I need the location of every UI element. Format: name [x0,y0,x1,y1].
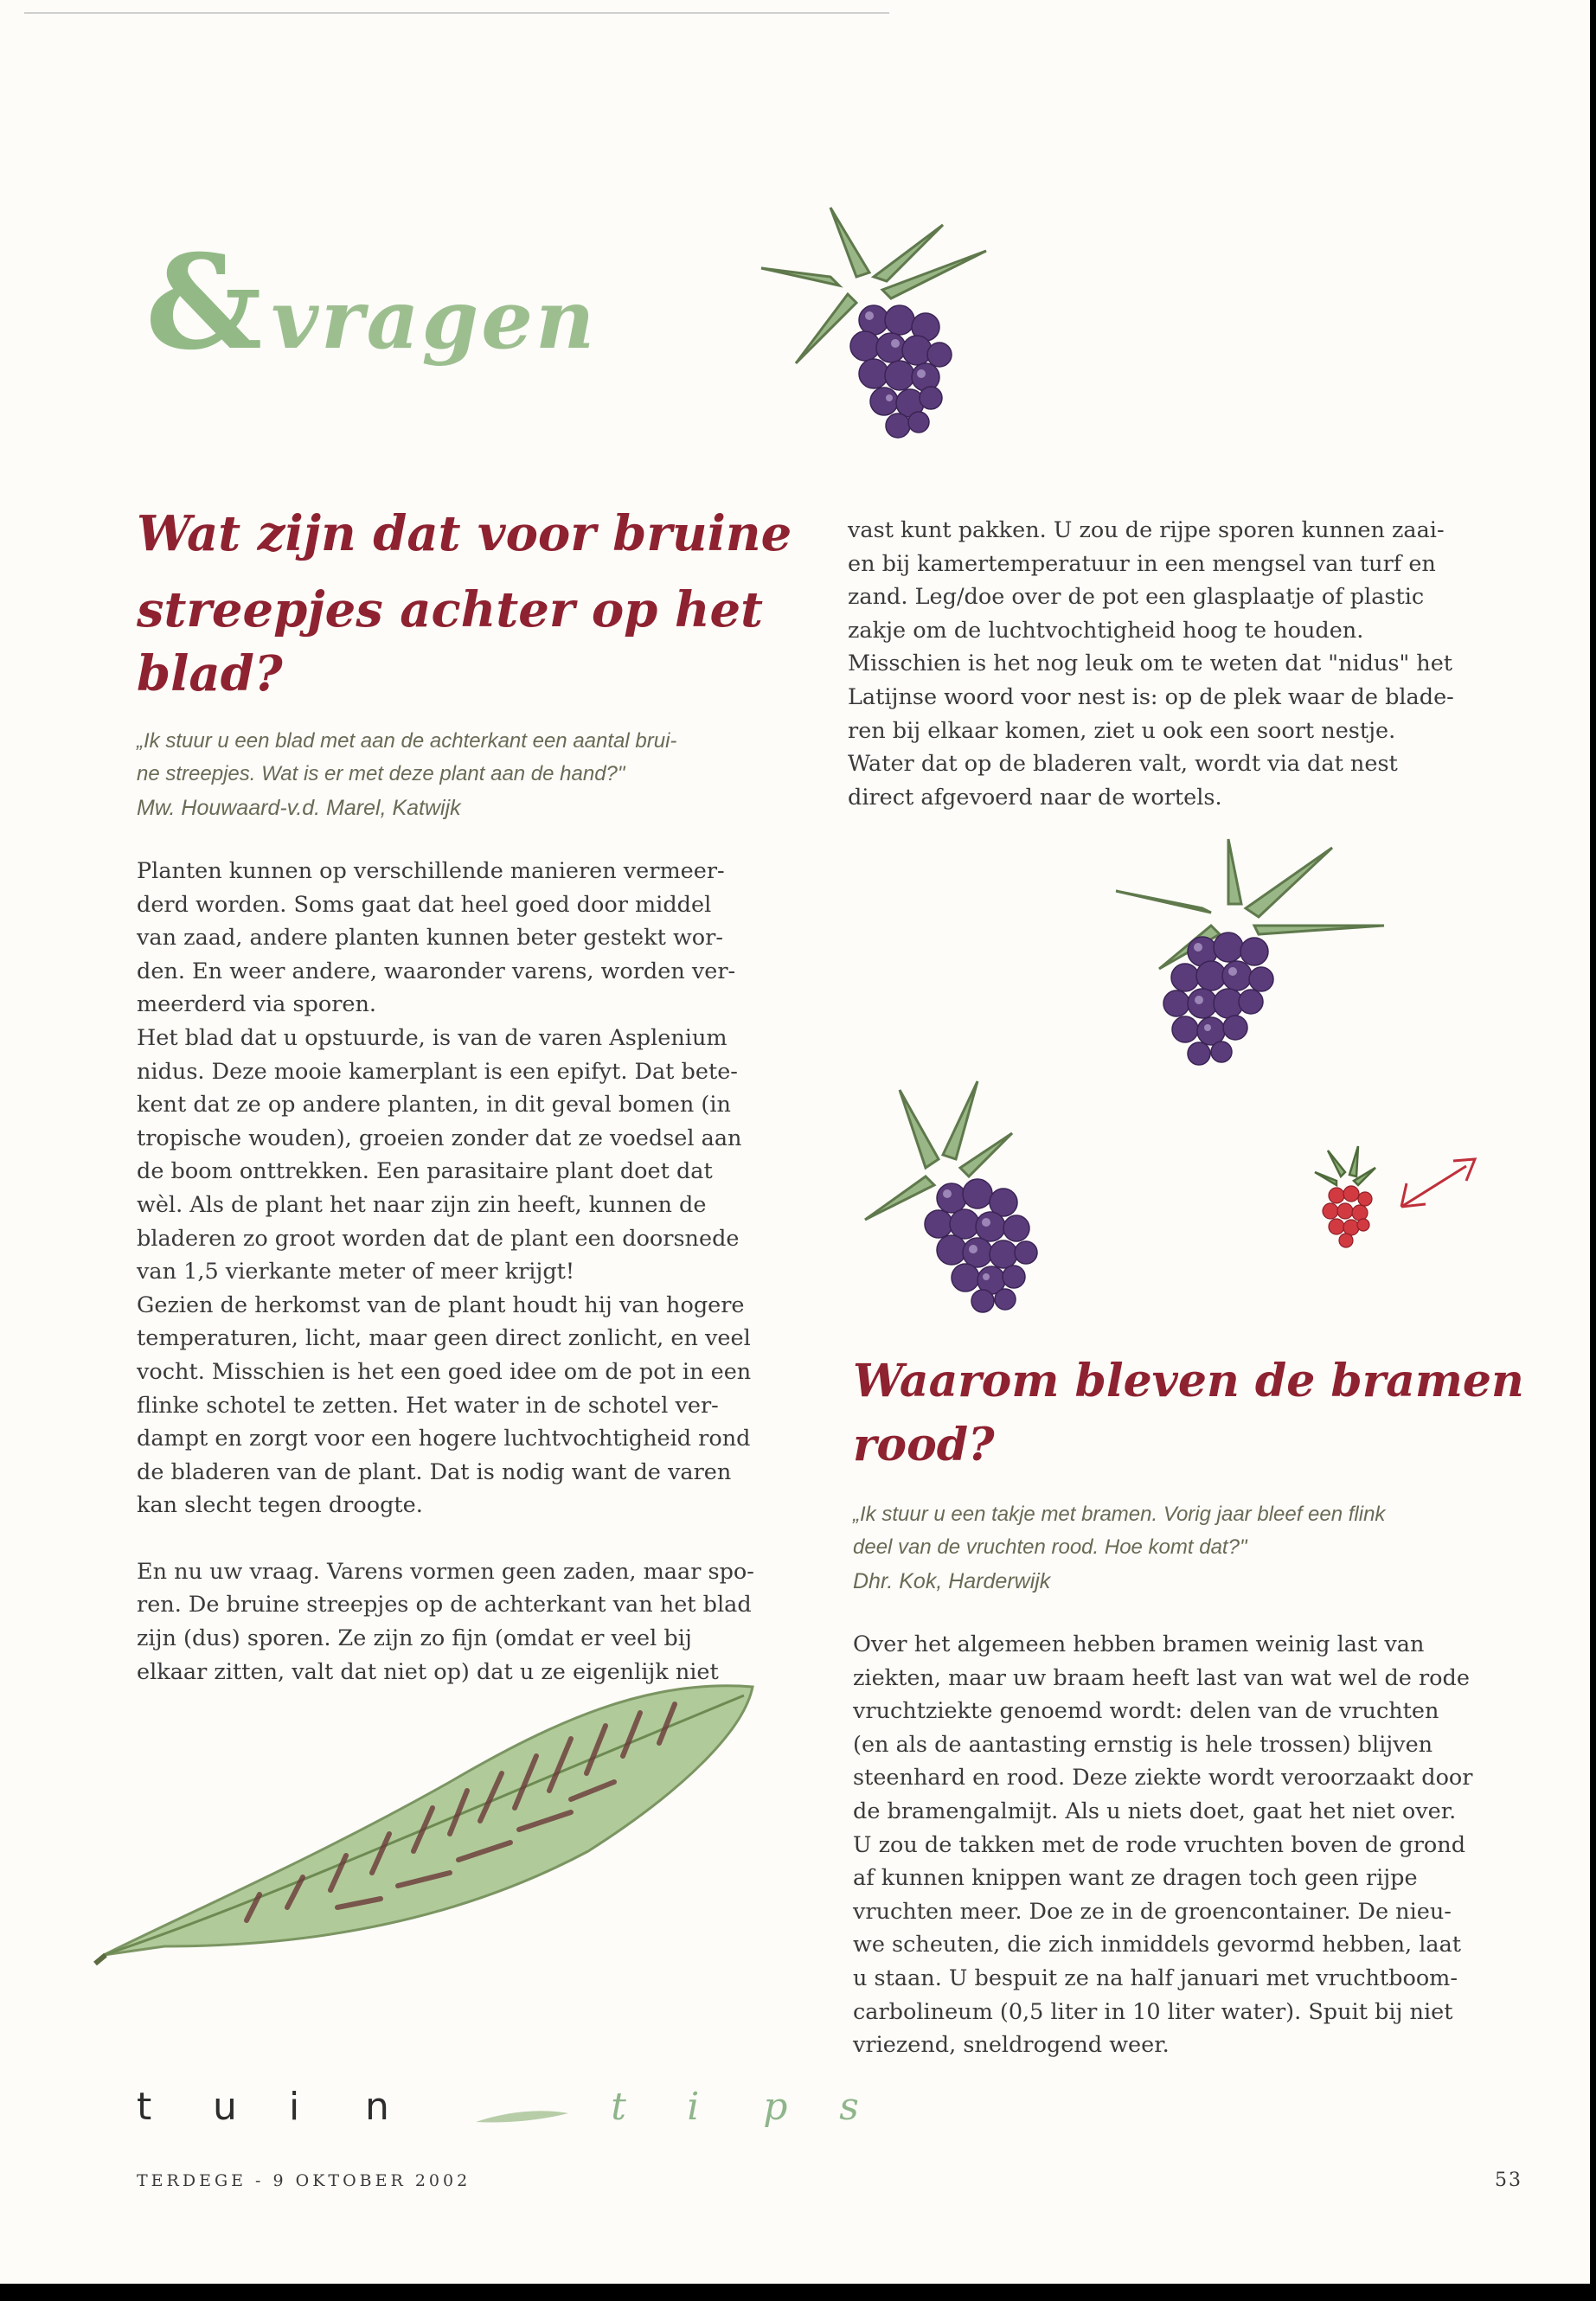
body-line: Water dat op de bladeren valt, wordt via dat nest [848,751,1398,778]
question-1-body-part-1 [137,855,803,1522]
body-line: carbolineum (0,5 liter in 10 liter water). Spuit bij niet [853,1998,1453,2025]
body-line: we scheuten, die zich inmiddels gevormd hebben, laat [853,1932,1462,1958]
tuin-letter: t [137,2085,152,2129]
body-line: ren. De bruine streepjes op de achterkant van het blad [137,1592,752,1618]
body-line: af kunnen knippen want ze dragen toch geen rijpe [853,1865,1418,1892]
body-line: steenhard en rood. Deze ziekte wordt veroorzaakt door [853,1765,1473,1791]
leaf-divider-icon [471,2103,575,2129]
publication-line: TERDEGE - 9 OKTOBER 2002 [137,2171,471,2190]
section-header [145,227,751,379]
body-line: (en als de aantasting ernstig is hele trossen) blijven [853,1731,1433,1758]
question-2-body [853,1628,1528,2062]
body-line: vocht. Misschien is het een goed idee om de pot in een [137,1358,752,1385]
blackberry-illustration-lower [856,1073,1116,1332]
question-2-author: Dhr. Kok, Harderwijk [853,1569,1051,1593]
body-line: kent dat ze op andere planten, in dit geval bomen (in [137,1092,731,1118]
body-line: kan slecht tegen droogte. [137,1492,423,1519]
tips-letter: t [611,2085,626,2129]
body-line: flinke schotel te zetten. Het water in de schotel ver- [137,1392,719,1419]
question-2-quote-line-2: deel van de vruchten rood. Hoe komt dat?" [853,1535,1247,1559]
body-line: Gezien de herkomst van de plant houdt hij van hogere [137,1292,745,1318]
body-line: u staan. U bespuit ze na half januari met vruchtboom- [853,1965,1458,1991]
body-line: van zaad, andere planten kunnen beter gestekt wor- [137,925,723,952]
body-line: vruchtziekte genoemd wordt: delen van de vruchten [853,1698,1439,1725]
body-line: derd worden. Soms gaat dat heel goed door middel [137,891,712,918]
top-rule [24,12,889,14]
tips-letter: i [687,2085,700,2129]
arrow-shaft [1401,1166,1466,1207]
header-ampersand: & [145,227,263,379]
question-2-quote-line-1: „Ik stuur u een takje met bramen. Vorig jaar bleef een flink [853,1503,1386,1526]
body-line: vriezend, sneldrogend weer. [853,2032,1170,2059]
question-1-quote-line-2: ne streepjes. Wat is er met deze plant aan de hand?" [137,762,625,785]
tuin-letter: i [289,2085,300,2129]
question-1-title-line-2: streepjes achter op het blad? [137,581,764,702]
paragraph-gap [137,1522,803,1555]
tips-letter: p [763,2085,788,2129]
body-line: Planten kunnen op verschillende manieren vermeer- [137,858,725,884]
body-line: temperaturen, licht, maar geen direct zonlicht, en veel [137,1325,751,1352]
header-word: vragen [271,272,598,368]
body-line: Over het algemeen hebben bramen weinig last van [853,1631,1425,1657]
body-line: Latijnse woord voor nest is: op de plek waar de blade- [848,683,1454,710]
body-line: wèl. Als de plant het naar zijn zin heeft, kunnen de [137,1191,707,1218]
body-line: en bij kamertemperatuur in een mengsel van turf en [848,550,1436,577]
page-number: 53 [1495,2170,1522,2191]
tuin-letter: u [213,2085,237,2129]
question-1-continuation [848,514,1522,814]
fern-leaf-illustration [87,1661,779,1990]
body-line: vruchten meer. Doe ze in de groencontainer. De nieu- [853,1898,1452,1925]
question-2-title: Waarom bleven de bramen rood? [853,1355,1524,1471]
body-line: Misschien is het nog leuk om te weten dat "nidus" het [848,651,1453,677]
blackberry-illustration-middle [1107,830,1401,1116]
red-berry-illustration [1289,1142,1514,1272]
body-line: vast kunt pakken. U zou de rijpe sporen kunnen zaai- [848,517,1445,543]
blackberry-illustration-top [727,190,1021,467]
tuin-tips-banner [137,2085,1002,2145]
body-line: de bladeren van de plant. Dat is nodig want de varen [137,1458,732,1485]
question-2-column [853,1349,1528,2062]
tuin-letter: n [365,2085,389,2129]
body-line: nidus. Deze mooie kamerplant is een epifyt. Dat bete- [137,1058,738,1085]
body-line: ren bij elkaar komen, ziet u ook een soort nestje. [848,717,1396,744]
body-line: Het blad dat u opstuurde, is van de varen Asplenium [137,1024,727,1051]
tips-letter: s [839,2085,859,2129]
body-line: direct afgevoerd naar de wortels. [848,784,1222,811]
question-1-column [137,502,803,1689]
body-line: meerderd via sporen. [137,991,377,1018]
question-1-title-line-1: Wat zijn dat voor bruine [137,505,792,562]
body-line: van 1,5 vierkante meter of meer krijgt! [137,1259,575,1285]
body-line: de boom onttrekken. Een parasitaire plant doet dat [137,1158,713,1185]
body-line: zakje om de luchtvochtigheid hoog te houden. [848,617,1364,644]
body-line: zand. Leg/doe over de pot een glasplaatje of plastic [848,584,1425,611]
body-line: dampt en zorgt voor een hogere luchtvochtigheid rond [137,1426,751,1452]
body-line: den. En weer andere, waaronder varens, worden ver- [137,958,736,984]
body-line: bladeren zo groot worden dat de plant een doorsnede [137,1225,740,1252]
body-line: U zou de takken met de rode vruchten boven de grond [853,1831,1466,1858]
body-line: zijn (dus) sporen. Ze zijn zo fijn (omdat er veel bij [137,1625,692,1652]
body-line: de bramengalmijt. Als u niets doet, gaat het niet over. [853,1798,1457,1824]
body-line: En nu uw vraag. Varens vormen geen zaden, maar spo- [137,1558,754,1585]
body-line: tropische wouden), groeien zonder dat ze voedsel aan [137,1125,742,1151]
question-1-author: Mw. Houwaard-v.d. Marel, Katwijk [137,796,461,820]
body-line: ziekten, maar uw braam heeft last van wat wel de rode [853,1664,1470,1691]
body-line: elkaar zitten, valt dat niet op) dat u ze eigenlijk niet [137,1658,719,1685]
question-1-quote-line-1: „Ik stuur u een blad met aan de achterkant een aantal brui- [137,729,677,753]
